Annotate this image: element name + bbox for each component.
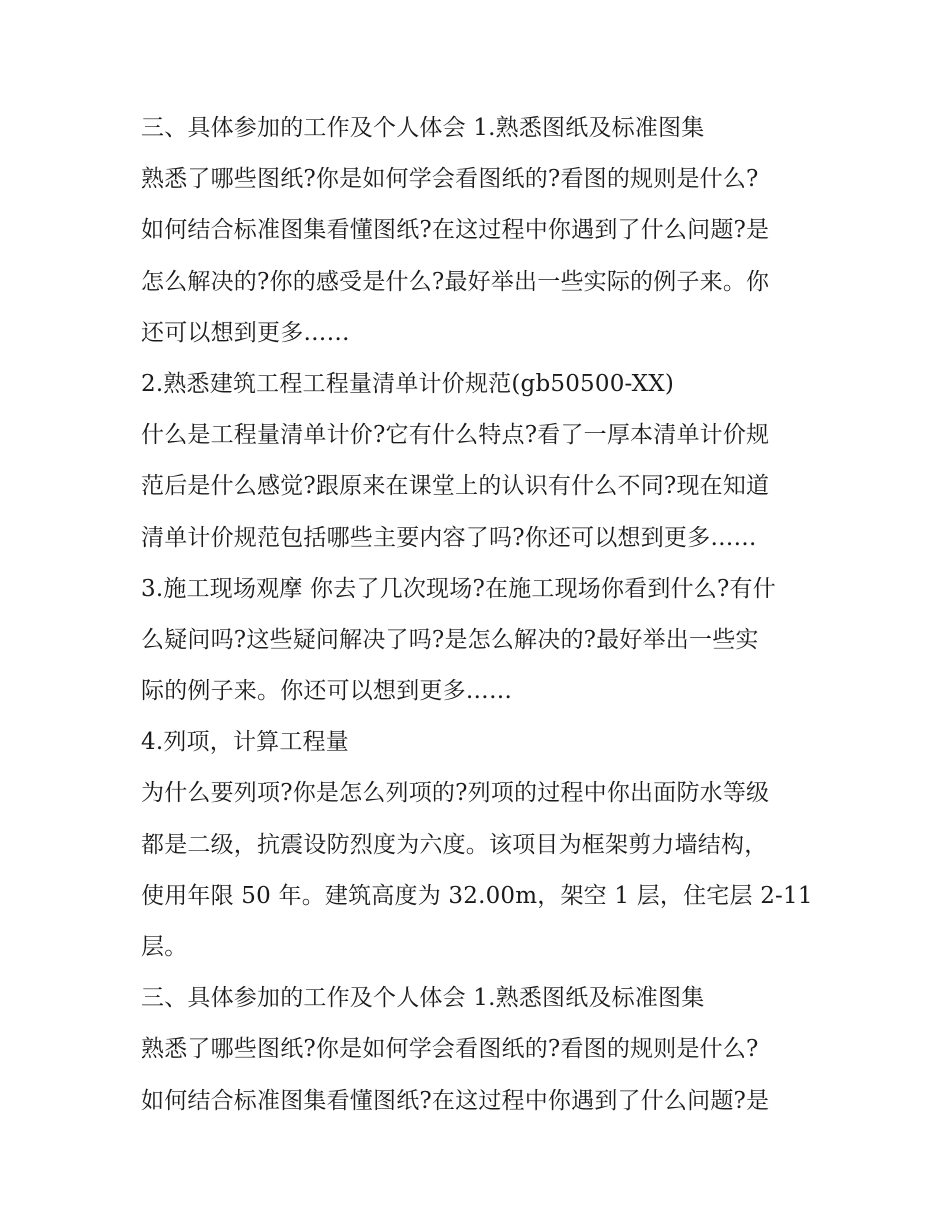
text-line: 清单计价规范包括哪些主要内容了吗?你还可以想到更多…… [141, 524, 757, 551]
text-line: 范后是什么感觉?跟原来在课堂上的认识有什么不同?现在知道 [141, 473, 770, 500]
text-line: 什么是工程量清单计价?它有什么特点?看了一厚本清单计价规 [141, 422, 770, 449]
text-line: 么疑问吗?这些疑问解决了吗?是怎么解决的?最好举出一些实 [141, 626, 759, 653]
text-line: 2.熟悉建筑工程工程量清单计价规范(gb50500-XX) [141, 370, 675, 397]
text-line: 还可以想到更多…… [141, 319, 350, 346]
text-line: 使用年限 50 年。建筑高度为 32.00m，架空 1 层，住宅层 2-11 [141, 882, 813, 909]
text-line: 都是二级，抗震设防烈度为六度。该项目为框架剪力墙结构， [141, 831, 768, 858]
text-line: 如何结合标准图集看懂图纸?在这过程中你遇到了什么问题?是 [141, 1087, 770, 1114]
text-line: 为什么要列项?你是怎么列项的?列项的过程中你出面防水等级 [141, 780, 770, 807]
text-line: 4.列项，计算工程量 [141, 729, 349, 756]
text-line: 三、具体参加的工作及个人体会 1.熟悉图纸及标准图集 [141, 115, 705, 141]
text-line: 际的例子来。你还可以想到更多…… [141, 678, 513, 705]
text-line: 3.施工现场观摩 你去了几次现场?在施工现场你看到什么?有什 [141, 575, 776, 602]
text-line: 三、具体参加的工作及个人体会 1.熟悉图纸及标准图集 [141, 985, 705, 1012]
text-line: 熟悉了哪些图纸?你是如何学会看图纸的?看图的规则是什么? [141, 1036, 759, 1063]
text-line: 怎么解决的?你的感受是什么?最好举出一些实际的例子来。你 [141, 268, 770, 295]
document-body [141, 103, 841, 1127]
text-line: 如何结合标准图集看懂图纸?在这过程中你遇到了什么问题?是 [141, 217, 770, 244]
text-line: 熟悉了哪些图纸?你是如何学会看图纸的?看图的规则是什么? [141, 166, 759, 193]
text-line: 层。 [141, 934, 188, 960]
